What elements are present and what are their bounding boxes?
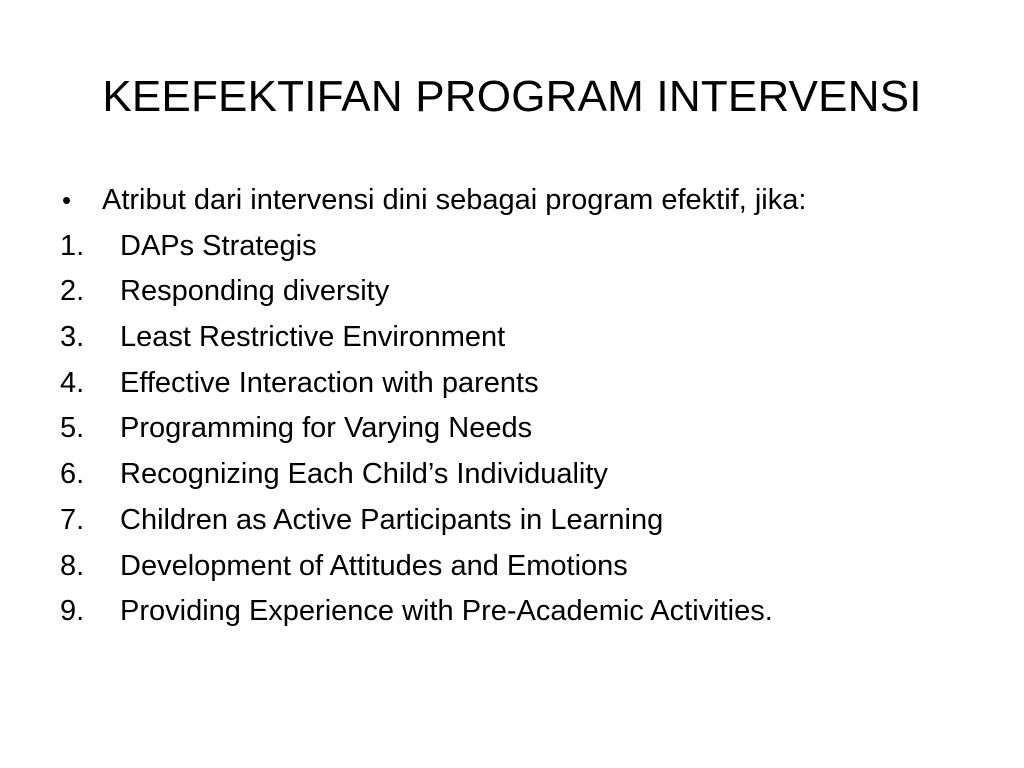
list-item-number: 7.: [60, 503, 85, 536]
list-item-text: Development of Attitudes and Emotions: [120, 549, 628, 582]
list-item: [60, 452, 980, 498]
list-item: [60, 498, 980, 544]
list-item: [60, 315, 980, 361]
bullet-text: Atribut dari intervensi dini sebagai program efektif, jika:: [102, 184, 807, 216]
list-item-text: DAPs Strategis: [120, 229, 317, 262]
slide-content: [60, 178, 980, 635]
list-item-text: Providing Experience with Pre-Academic Activities.: [120, 595, 773, 628]
list-item-number: 2.: [60, 275, 85, 308]
slide-title: KEEFEKTIFAN PROGRAM INTERVENSI: [102, 72, 922, 121]
list-item-number: 3.: [60, 321, 85, 354]
list-item-number: 8.: [60, 549, 85, 582]
list-item-text: Children as Active Participants in Learning: [120, 503, 664, 536]
bullet-item: [60, 178, 980, 224]
list-item: [60, 406, 980, 452]
list-item-number: 4.: [60, 366, 85, 399]
list-item: [60, 224, 980, 270]
list-item-text: Responding diversity: [120, 275, 390, 308]
list-item-text: Effective Interaction with parents: [120, 366, 539, 399]
list-item: [60, 361, 980, 407]
list-item-text: Least Restrictive Environment: [120, 321, 506, 354]
list-item-text: Programming for Varying Needs: [120, 412, 533, 445]
list-item-number: 1.: [60, 229, 85, 262]
list-item-number: 6.: [60, 458, 85, 491]
list-item: [60, 544, 980, 590]
list-item: [60, 269, 980, 315]
list-item: [60, 589, 980, 635]
list-item-text: Recognizing Each Child’s Individuality: [120, 458, 608, 491]
list-item-number: 5.: [60, 412, 85, 445]
bullet-icon: •: [62, 185, 72, 215]
list-item-number: 9.: [60, 595, 85, 628]
